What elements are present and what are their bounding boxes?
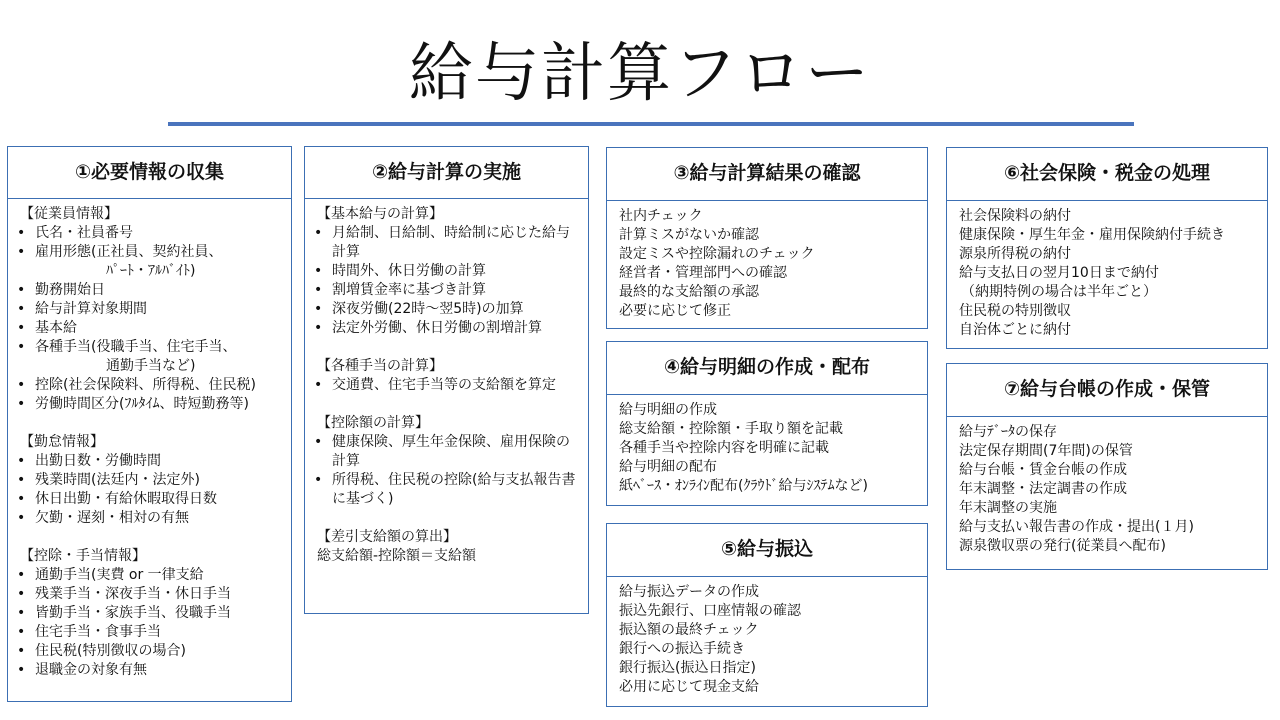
attendance-info-title: 【勤怠情報】 (20, 434, 104, 450)
list-item: • 皆勤手当・家族手当、役職手当 (8, 604, 291, 623)
list-item: 給与明細の配布 (619, 459, 717, 475)
step1-body (8, 199, 291, 680)
page-title: 給与計算フロー (409, 37, 871, 111)
step7-ledger-box (946, 363, 1268, 570)
step1-heading: ①必要情報の収集 (8, 147, 291, 199)
list-item: • 所得税、住民税の控除(給与支払報告書に基づく) (305, 471, 580, 509)
list-item: 年末調整の実施 (959, 500, 1057, 516)
list-item: 給与振込データの作成 (619, 584, 759, 600)
list-item: • 通勤手当(実費 or 一律支給 (8, 566, 291, 585)
step7-body (947, 417, 1267, 556)
list-item: 振込先銀行、口座情報の確認 (619, 603, 801, 619)
step2-calculation-box (304, 146, 589, 614)
list-item: • 労働時間区分(ﾌﾙﾀｲﾑ、時短勤務等) (8, 395, 291, 414)
list-item: • 住民税(特別徴収の場合) (8, 642, 291, 661)
step4-heading: ④給与明細の作成・配布 (607, 342, 927, 395)
list-item: • 出勤日数・労働時間 (8, 452, 291, 471)
list-item: • 給与計算対象期間 (8, 300, 291, 319)
list-item: 給与明細の作成 (619, 402, 717, 418)
allowance-calc-title: 【各種手当の計算】 (317, 358, 443, 374)
list-item: • 各種手当(役職手当、住宅手当、 (8, 338, 291, 357)
list-item: 給与ﾃﾞｰﾀの保存 (959, 424, 1057, 440)
list-item: 自治体ごとに納付 (959, 322, 1071, 338)
list-item: • 割増賃金率に基づき計算 (305, 281, 580, 300)
list-item: 源泉徴収票の発行(従業員へ配布) (959, 538, 1166, 554)
list-item: • 基本給 (8, 319, 291, 338)
list-item: 設定ミスや控除漏れのチェック (619, 246, 815, 262)
list-item: • 勤務開始日 (8, 281, 291, 300)
list-item: • 月給制、日給制、時給制に応じた給与計算 (305, 224, 580, 262)
list-item: • 控除(社会保険料、所得税、住民税) (8, 376, 291, 395)
list-item: 各種手当や控除内容を明確に記載 (619, 440, 829, 456)
base-pay-title: 【基本給与の計算】 (317, 206, 443, 222)
list-item: 給与台帳・賃金台帳の作成 (959, 462, 1127, 478)
list-item: • 深夜労働(22時～翌5時)の加算 (305, 300, 580, 319)
list-item: 総支給額・控除額・手取り額を記載 (619, 421, 843, 437)
title-underline (168, 122, 1134, 126)
list-item: 給与支払日の翌月10日まで納付 (959, 265, 1159, 281)
list-item: 健康保険・厚生年金・雇用保険納付手続き (959, 227, 1225, 243)
list-item: 法定保存期間(7年間)の保管 (959, 443, 1133, 459)
step3-body (607, 201, 927, 321)
list-item-continuation: ﾊﾟｰﾄ・ｱﾙﾊﾞｲﾄ) (106, 263, 196, 279)
step2-body (305, 199, 588, 566)
list-item: • 健康保険、厚生年金保険、雇用保険の計算 (305, 433, 580, 471)
deduction-calc-title: 【控除額の計算】 (317, 415, 429, 431)
list-item: 銀行振込(振込日指定) (619, 660, 756, 676)
list-item: 最終的な支給額の承認 (619, 284, 759, 300)
step5-transfer-box (606, 523, 928, 707)
employee-info-title: 【従業員情報】 (20, 206, 118, 222)
list-item: 紙ﾍﾞｰｽ・ｵﾝﾗｲﾝ配布(ｸﾗｳﾄﾞ給与ｼｽﾃﾑなど) (619, 478, 868, 494)
list-item: 計算ミスがないか確認 (619, 227, 759, 243)
list-item: 必用に応じて現金支給 (619, 679, 759, 695)
list-item: 社内チェック (619, 208, 703, 224)
step2-heading: ②給与計算の実施 (305, 147, 588, 199)
list-item: • 残業手当・深夜手当・休日手当 (8, 585, 291, 604)
list-item: • 欠勤・遅刻・相対の有無 (8, 509, 291, 528)
list-item: • 住宅手当・食事手当 (8, 623, 291, 642)
step6-body (947, 201, 1267, 340)
list-item: • 雇用形態(正社員、契約社員、 (8, 243, 291, 262)
list-item: 年末調整・法定調書の作成 (959, 481, 1127, 497)
step4-payslip-box (606, 341, 928, 506)
list-item: 経営者・管理部門への確認 (619, 265, 787, 281)
step3-heading: ③給与計算結果の確認 (607, 148, 927, 201)
list-item: 社会保険料の納付 (959, 208, 1071, 224)
list-item: • 氏名・社員番号 (8, 224, 291, 243)
step7-heading: ⑦給与台帳の作成・保管 (947, 364, 1267, 417)
list-item: • 休日出勤・有給休暇取得日数 (8, 490, 291, 509)
step3-review-box (606, 147, 928, 329)
list-item: • 交通費、住宅手当等の支給額を算定 (305, 376, 580, 395)
list-item: 銀行への振込手続き (619, 641, 745, 657)
list-item: • 退職金の対象有無 (8, 661, 291, 680)
step5-body (607, 577, 927, 697)
list-item-note: （納期特例の場合は半年ごと） (961, 284, 1157, 300)
list-item: • 残業時間(法廷内・法定外) (8, 471, 291, 490)
net-pay-title: 【差引支給額の算出】 (317, 529, 457, 545)
list-item-continuation: 通勤手当など) (106, 358, 196, 374)
list-item: • 法定外労働、休日労働の割増計算 (305, 319, 580, 338)
net-pay-formula: 総支給額-控除額＝支給額 (317, 548, 477, 564)
step1-collect-info-box (7, 146, 292, 702)
list-item: 必要に応じて修正 (619, 303, 731, 319)
step4-body (607, 395, 927, 496)
list-item: 振込額の最終チェック (619, 622, 759, 638)
list-item: • 時間外、休日労働の計算 (305, 262, 580, 281)
deduction-allowance-title: 【控除・手当情報】 (20, 548, 146, 564)
list-item: 源泉所得税の納付 (959, 246, 1071, 262)
step6-insurance-tax-box (946, 147, 1268, 349)
list-item: 給与支払い報告書の作成・提出(１月) (959, 519, 1194, 535)
step5-heading: ⑤給与振込 (607, 524, 927, 577)
step6-heading: ⑥社会保険・税金の処理 (947, 148, 1267, 201)
list-item: 住民税の特別徴収 (959, 303, 1071, 319)
